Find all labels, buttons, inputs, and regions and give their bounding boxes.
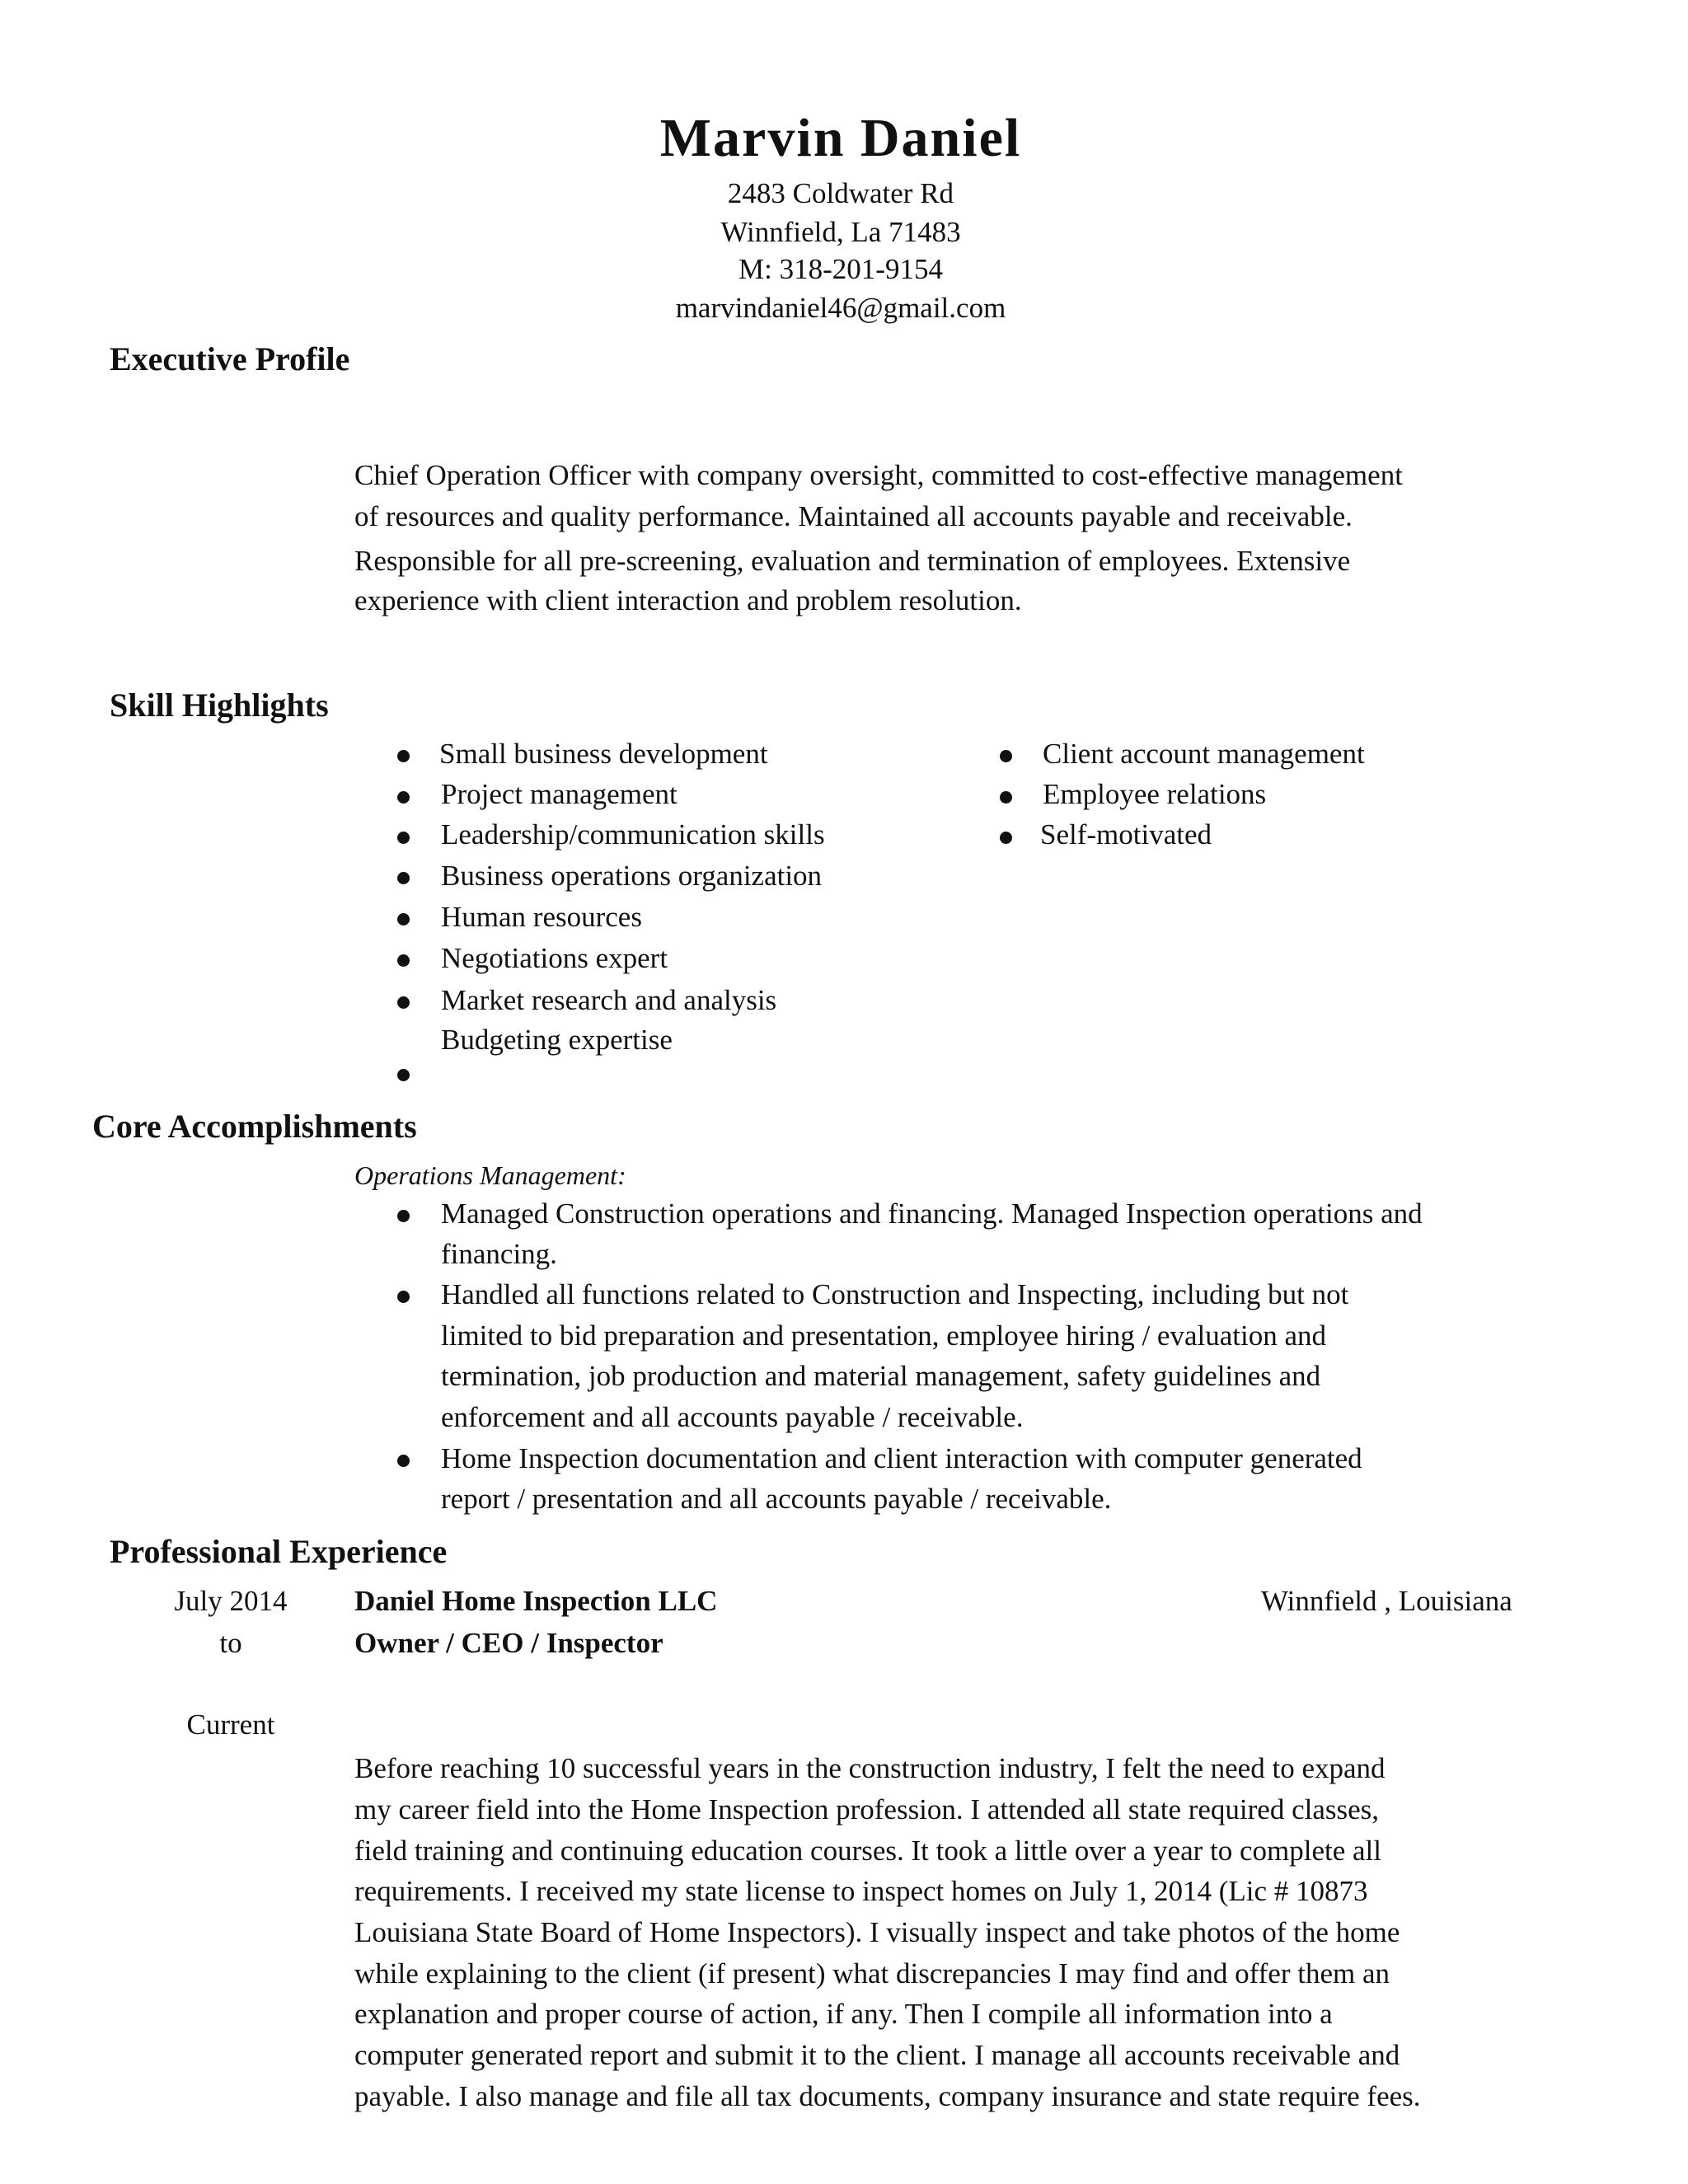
description-line: while explaining to the client (if present) what discrepancies I may find and offer them an (354, 1957, 1390, 1990)
skill-item: Leadership/communication skills (441, 818, 825, 851)
email-address: marvindaniel46@gmail.com (675, 292, 1006, 324)
bullet-icon (1000, 832, 1012, 844)
description-line: my career field into the Home Inspection profession. I attended all state required classes, (354, 1793, 1380, 1825)
profile-line: of resources and quality performance. Maintained all accounts payable and receivable. (354, 500, 1353, 532)
phone-number: M: 318-201-9154 (738, 253, 943, 285)
candidate-name: Marvin Daniel (659, 108, 1022, 168)
accomplishment-line: report / presentation and all accounts payable / receivable. (441, 1483, 1112, 1515)
accomplishments-subtitle: Operations Management: (354, 1160, 626, 1190)
skill-item: Employee relations (1043, 778, 1267, 810)
skill-item: Human resources (441, 901, 642, 933)
section-title-executive-profile: Executive Profile (110, 340, 350, 377)
skill-item: Small business development (439, 738, 768, 770)
address-line-1: 2483 Coldwater Rd (727, 177, 954, 209)
company-name: Daniel Home Inspection LLC (354, 1585, 718, 1617)
skill-item: Client account management (1043, 738, 1365, 770)
accomplishment-line: limited to bid preparation and presentation, employee hiring / evaluation and (441, 1319, 1326, 1352)
profile-line: Responsible for all pre-screening, evaluation and termination of employees. Extensive (354, 545, 1351, 577)
job-date-start: July 2014 (174, 1585, 288, 1617)
section-title-core-accomplishments: Core Accomplishments (92, 1108, 417, 1145)
bullet-icon (397, 1210, 410, 1222)
bullet-icon (397, 1455, 410, 1467)
skill-item: Self-motivated (1040, 818, 1212, 851)
bullet-icon (397, 996, 410, 1009)
accomplishment-line: financing. (441, 1238, 557, 1270)
bullet-icon (397, 832, 410, 844)
description-line: requirements. I received my state license to inspect homes on July 1, 2014 (Lic # 10873 (354, 1875, 1368, 1907)
accomplishment-line: Managed Construction operations and financing. Managed Inspection operations and (441, 1197, 1423, 1230)
job-role: Owner / CEO / Inspector (354, 1627, 663, 1659)
skill-item: Negotiations expert (441, 942, 668, 974)
job-date-to: to (219, 1627, 242, 1659)
description-line: computer generated report and submit it to the client. I manage all accounts receivable and (354, 2039, 1400, 2071)
bullet-icon (397, 954, 410, 967)
bullet-icon (397, 1291, 410, 1303)
profile-line: experience with client interaction and problem resolution. (354, 584, 1022, 616)
accomplishment-line: termination, job production and material management, safety guidelines and (441, 1360, 1321, 1392)
bullet-icon (397, 750, 410, 762)
bullet-icon (1000, 750, 1012, 762)
skill-item: Budgeting expertise (441, 1024, 673, 1056)
accomplishment-line: enforcement and all accounts payable / receivable. (441, 1401, 1024, 1433)
skill-item: Project management (441, 778, 678, 810)
job-location: Winnfield , Louisiana (1261, 1585, 1512, 1617)
section-title-professional-experience: Professional Experience (110, 1533, 448, 1570)
description-line: Before reaching 10 successful years in the construction industry, I felt the need to expand (354, 1752, 1386, 1784)
address-line-2: Winnfield, La 71483 (720, 216, 961, 248)
bullet-icon (397, 1069, 410, 1081)
description-line: payable. I also manage and file all tax documents, company insurance and state require fees. (354, 2080, 1421, 2112)
accomplishment-line: Handled all functions related to Construction and Inspecting, including but not (441, 1278, 1349, 1310)
bullet-icon (397, 791, 410, 804)
skill-item: Business operations organization (441, 860, 823, 892)
skill-item: Market research and analysis (441, 984, 777, 1016)
profile-line: Chief Operation Officer with company oversight, committed to cost-effective management (354, 459, 1403, 491)
bullet-icon (1000, 791, 1012, 804)
description-line: explanation and proper course of action, if any. Then I compile all information into a (354, 1998, 1333, 2030)
description-line: field training and continuing education courses. It took a little over a year to complete all (354, 1835, 1381, 1867)
description-line: Louisiana State Board of Home Inspectors). I visually inspect and take photos of the home (354, 1916, 1400, 1948)
accomplishment-line: Home Inspection documentation and client interaction with computer generated (441, 1442, 1362, 1474)
bullet-icon (397, 872, 410, 884)
section-title-skill-highlights: Skill Highlights (110, 687, 329, 724)
bullet-icon (397, 913, 410, 926)
job-date-end: Current (186, 1708, 275, 1741)
